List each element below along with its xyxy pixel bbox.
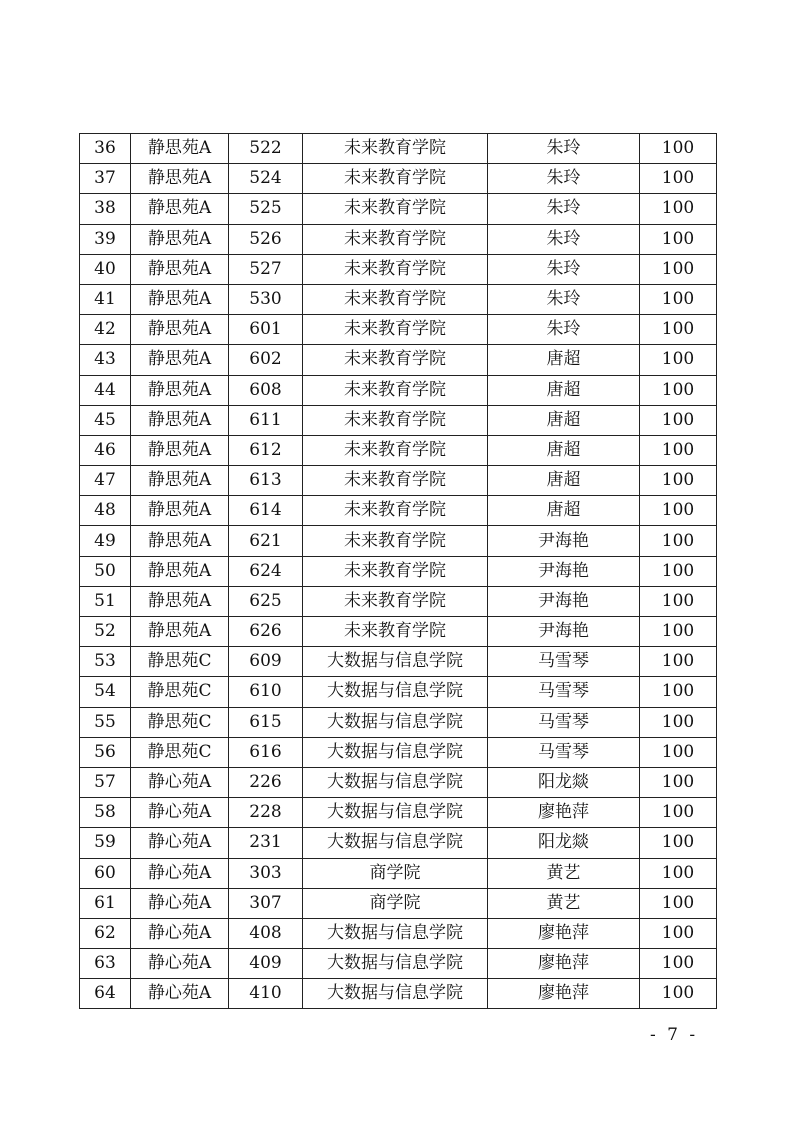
- building-cell: 静心苑A: [131, 858, 229, 888]
- table-row: [80, 224, 717, 254]
- table-row: [80, 888, 717, 918]
- room-number-cell: 226: [229, 767, 303, 797]
- table-row: [80, 405, 717, 435]
- row-number-cell: 50: [80, 556, 131, 586]
- row-number-cell: 46: [80, 435, 131, 465]
- dormitory-score-table: [79, 133, 717, 1009]
- staff-name-cell: 朱玲: [488, 284, 640, 314]
- building-cell: 静心苑A: [131, 798, 229, 828]
- score-cell: 100: [640, 194, 717, 224]
- score-cell: 100: [640, 767, 717, 797]
- score-cell: 100: [640, 707, 717, 737]
- college-cell: 大数据与信息学院: [303, 707, 488, 737]
- page-number: - 7 -: [650, 1025, 699, 1045]
- row-number-cell: 43: [80, 345, 131, 375]
- room-number-cell: 612: [229, 435, 303, 465]
- row-number-cell: 48: [80, 496, 131, 526]
- table-row: [80, 586, 717, 616]
- row-number-cell: 64: [80, 979, 131, 1009]
- staff-name-cell: 廖艳萍: [488, 798, 640, 828]
- row-number-cell: 53: [80, 647, 131, 677]
- college-cell: 未来教育学院: [303, 224, 488, 254]
- row-number-cell: 47: [80, 466, 131, 496]
- college-cell: 未来教育学院: [303, 254, 488, 284]
- row-number-cell: 52: [80, 617, 131, 647]
- staff-name-cell: 马雪琴: [488, 647, 640, 677]
- staff-name-cell: 马雪琴: [488, 707, 640, 737]
- room-number-cell: 601: [229, 315, 303, 345]
- building-cell: 静心苑A: [131, 949, 229, 979]
- room-number-cell: 307: [229, 888, 303, 918]
- table-row: [80, 164, 717, 194]
- college-cell: 未来教育学院: [303, 496, 488, 526]
- row-number-cell: 41: [80, 284, 131, 314]
- staff-name-cell: 黄艺: [488, 888, 640, 918]
- room-number-cell: 530: [229, 284, 303, 314]
- college-cell: 商学院: [303, 858, 488, 888]
- building-cell: 静思苑A: [131, 526, 229, 556]
- table-row: [80, 435, 717, 465]
- table-row: [80, 194, 717, 224]
- score-cell: 100: [640, 405, 717, 435]
- table-row: [80, 617, 717, 647]
- room-number-cell: 614: [229, 496, 303, 526]
- college-cell: 未来教育学院: [303, 586, 488, 616]
- table-row: [80, 918, 717, 948]
- table-row: [80, 767, 717, 797]
- table-row: [80, 828, 717, 858]
- college-cell: 大数据与信息学院: [303, 918, 488, 948]
- staff-name-cell: 廖艳萍: [488, 979, 640, 1009]
- building-cell: 静思苑A: [131, 254, 229, 284]
- room-number-cell: 602: [229, 345, 303, 375]
- row-number-cell: 54: [80, 677, 131, 707]
- score-cell: 100: [640, 798, 717, 828]
- score-cell: 100: [640, 496, 717, 526]
- score-cell: 100: [640, 677, 717, 707]
- college-cell: 未来教育学院: [303, 345, 488, 375]
- building-cell: 静思苑A: [131, 194, 229, 224]
- score-cell: 100: [640, 284, 717, 314]
- table-row: [80, 979, 717, 1009]
- row-number-cell: 51: [80, 586, 131, 616]
- score-cell: 100: [640, 949, 717, 979]
- table-row: [80, 315, 717, 345]
- staff-name-cell: 廖艳萍: [488, 949, 640, 979]
- score-cell: 100: [640, 617, 717, 647]
- score-cell: 100: [640, 224, 717, 254]
- college-cell: 未来教育学院: [303, 284, 488, 314]
- college-cell: 未来教育学院: [303, 405, 488, 435]
- staff-name-cell: 尹海艳: [488, 617, 640, 647]
- college-cell: 未来教育学院: [303, 435, 488, 465]
- building-cell: 静思苑A: [131, 345, 229, 375]
- college-cell: 未来教育学院: [303, 164, 488, 194]
- row-number-cell: 62: [80, 918, 131, 948]
- table-row: [80, 496, 717, 526]
- score-cell: 100: [640, 526, 717, 556]
- table-row: [80, 677, 717, 707]
- building-cell: 静心苑A: [131, 979, 229, 1009]
- score-cell: 100: [640, 828, 717, 858]
- staff-name-cell: 朱玲: [488, 164, 640, 194]
- score-cell: 100: [640, 315, 717, 345]
- table-row: [80, 134, 717, 164]
- room-number-cell: 626: [229, 617, 303, 647]
- college-cell: 未来教育学院: [303, 526, 488, 556]
- score-cell: 100: [640, 466, 717, 496]
- row-number-cell: 49: [80, 526, 131, 556]
- college-cell: 大数据与信息学院: [303, 979, 488, 1009]
- building-cell: 静思苑A: [131, 586, 229, 616]
- staff-name-cell: 唐超: [488, 435, 640, 465]
- college-cell: 大数据与信息学院: [303, 767, 488, 797]
- room-number-cell: 613: [229, 466, 303, 496]
- staff-name-cell: 朱玲: [488, 194, 640, 224]
- room-number-cell: 525: [229, 194, 303, 224]
- staff-name-cell: 朱玲: [488, 224, 640, 254]
- row-number-cell: 37: [80, 164, 131, 194]
- row-number-cell: 36: [80, 134, 131, 164]
- staff-name-cell: 阳龙燚: [488, 767, 640, 797]
- college-cell: 大数据与信息学院: [303, 798, 488, 828]
- row-number-cell: 58: [80, 798, 131, 828]
- row-number-cell: 63: [80, 949, 131, 979]
- score-cell: 100: [640, 737, 717, 767]
- room-number-cell: 609: [229, 647, 303, 677]
- college-cell: 未来教育学院: [303, 617, 488, 647]
- room-number-cell: 303: [229, 858, 303, 888]
- room-number-cell: 410: [229, 979, 303, 1009]
- row-number-cell: 38: [80, 194, 131, 224]
- staff-name-cell: 阳龙燚: [488, 828, 640, 858]
- building-cell: 静心苑A: [131, 888, 229, 918]
- row-number-cell: 55: [80, 707, 131, 737]
- table-body: [80, 134, 717, 1009]
- room-number-cell: 408: [229, 918, 303, 948]
- staff-name-cell: 马雪琴: [488, 737, 640, 767]
- building-cell: 静思苑C: [131, 647, 229, 677]
- room-number-cell: 522: [229, 134, 303, 164]
- college-cell: 未来教育学院: [303, 466, 488, 496]
- score-cell: 100: [640, 556, 717, 586]
- staff-name-cell: 黄艺: [488, 858, 640, 888]
- table-row: [80, 254, 717, 284]
- score-cell: 100: [640, 647, 717, 677]
- table-row: [80, 737, 717, 767]
- building-cell: 静思苑A: [131, 435, 229, 465]
- room-number-cell: 409: [229, 949, 303, 979]
- row-number-cell: 61: [80, 888, 131, 918]
- score-cell: 100: [640, 858, 717, 888]
- staff-name-cell: 唐超: [488, 466, 640, 496]
- college-cell: 未来教育学院: [303, 134, 488, 164]
- table-row: [80, 345, 717, 375]
- building-cell: 静心苑A: [131, 767, 229, 797]
- table-row: [80, 526, 717, 556]
- building-cell: 静思苑A: [131, 496, 229, 526]
- table-row: [80, 375, 717, 405]
- table-row: [80, 949, 717, 979]
- building-cell: 静思苑A: [131, 466, 229, 496]
- row-number-cell: 56: [80, 737, 131, 767]
- building-cell: 静思苑A: [131, 284, 229, 314]
- score-cell: 100: [640, 918, 717, 948]
- building-cell: 静思苑A: [131, 617, 229, 647]
- score-cell: 100: [640, 345, 717, 375]
- building-cell: 静思苑A: [131, 556, 229, 586]
- score-cell: 100: [640, 435, 717, 465]
- table-row: [80, 798, 717, 828]
- room-number-cell: 526: [229, 224, 303, 254]
- staff-name-cell: 唐超: [488, 405, 640, 435]
- room-number-cell: 611: [229, 405, 303, 435]
- room-number-cell: 615: [229, 707, 303, 737]
- row-number-cell: 40: [80, 254, 131, 284]
- building-cell: 静思苑C: [131, 707, 229, 737]
- staff-name-cell: 尹海艳: [488, 586, 640, 616]
- room-number-cell: 624: [229, 556, 303, 586]
- staff-name-cell: 马雪琴: [488, 677, 640, 707]
- building-cell: 静心苑A: [131, 918, 229, 948]
- table-row: [80, 556, 717, 586]
- room-number-cell: 524: [229, 164, 303, 194]
- row-number-cell: 39: [80, 224, 131, 254]
- score-cell: 100: [640, 375, 717, 405]
- room-number-cell: 527: [229, 254, 303, 284]
- row-number-cell: 60: [80, 858, 131, 888]
- room-number-cell: 231: [229, 828, 303, 858]
- college-cell: 商学院: [303, 888, 488, 918]
- college-cell: 未来教育学院: [303, 556, 488, 586]
- room-number-cell: 608: [229, 375, 303, 405]
- room-number-cell: 228: [229, 798, 303, 828]
- staff-name-cell: 廖艳萍: [488, 918, 640, 948]
- row-number-cell: 57: [80, 767, 131, 797]
- row-number-cell: 45: [80, 405, 131, 435]
- table-row: [80, 647, 717, 677]
- staff-name-cell: 朱玲: [488, 254, 640, 284]
- staff-name-cell: 唐超: [488, 375, 640, 405]
- table-row: [80, 466, 717, 496]
- row-number-cell: 44: [80, 375, 131, 405]
- college-cell: 大数据与信息学院: [303, 677, 488, 707]
- building-cell: 静思苑C: [131, 737, 229, 767]
- building-cell: 静思苑A: [131, 375, 229, 405]
- room-number-cell: 616: [229, 737, 303, 767]
- score-cell: 100: [640, 134, 717, 164]
- building-cell: 静思苑C: [131, 677, 229, 707]
- building-cell: 静思苑A: [131, 224, 229, 254]
- table-row: [80, 858, 717, 888]
- college-cell: 未来教育学院: [303, 194, 488, 224]
- staff-name-cell: 尹海艳: [488, 526, 640, 556]
- room-number-cell: 625: [229, 586, 303, 616]
- score-cell: 100: [640, 979, 717, 1009]
- table-row: [80, 707, 717, 737]
- college-cell: 大数据与信息学院: [303, 828, 488, 858]
- score-cell: 100: [640, 586, 717, 616]
- staff-name-cell: 唐超: [488, 345, 640, 375]
- room-number-cell: 610: [229, 677, 303, 707]
- college-cell: 未来教育学院: [303, 315, 488, 345]
- building-cell: 静思苑A: [131, 315, 229, 345]
- staff-name-cell: 朱玲: [488, 315, 640, 345]
- building-cell: 静思苑A: [131, 134, 229, 164]
- score-cell: 100: [640, 888, 717, 918]
- college-cell: 大数据与信息学院: [303, 737, 488, 767]
- staff-name-cell: 唐超: [488, 496, 640, 526]
- table-row: [80, 284, 717, 314]
- staff-name-cell: 朱玲: [488, 134, 640, 164]
- college-cell: 未来教育学院: [303, 375, 488, 405]
- college-cell: 大数据与信息学院: [303, 949, 488, 979]
- score-cell: 100: [640, 254, 717, 284]
- row-number-cell: 59: [80, 828, 131, 858]
- building-cell: 静思苑A: [131, 164, 229, 194]
- college-cell: 大数据与信息学院: [303, 647, 488, 677]
- row-number-cell: 42: [80, 315, 131, 345]
- score-cell: 100: [640, 164, 717, 194]
- building-cell: 静心苑A: [131, 828, 229, 858]
- building-cell: 静思苑A: [131, 405, 229, 435]
- room-number-cell: 621: [229, 526, 303, 556]
- staff-name-cell: 尹海艳: [488, 556, 640, 586]
